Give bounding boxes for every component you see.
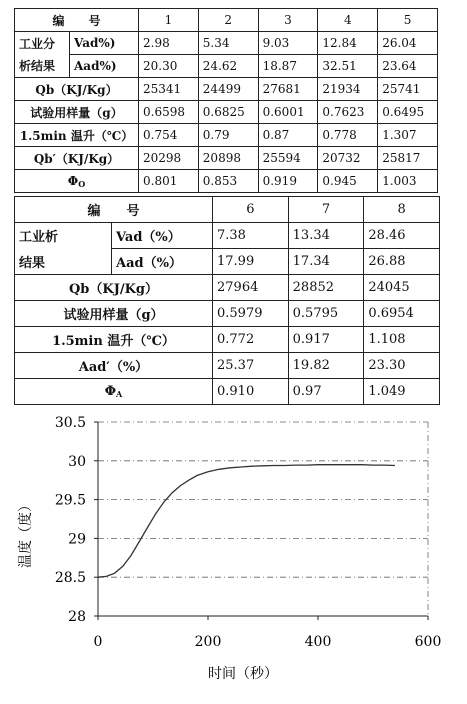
cell-value: 2.98 — [139, 32, 199, 55]
row-label — [15, 147, 139, 170]
coal-analysis-table-1 — [14, 8, 438, 193]
row-label-text: 试验用样量（g） — [30, 105, 123, 120]
column-number: 5 — [378, 9, 438, 32]
cell-value: 17.99 — [213, 249, 289, 275]
y-tick-label: 29.5 — [54, 492, 86, 509]
cell-value: 0.778 — [318, 124, 378, 147]
row-label — [15, 101, 139, 124]
cell-value: 26.88 — [364, 249, 440, 275]
row-label-text: 1.5min 温升（℃） — [19, 128, 134, 143]
header-row — [15, 9, 438, 32]
x-tick-label: 600 — [414, 634, 442, 650]
y-tick-label: 29 — [68, 531, 86, 548]
cell-value: 12.84 — [318, 32, 378, 55]
row-label — [15, 301, 213, 327]
y-tick-label: 30 — [68, 453, 86, 470]
cell-value: 0.945 — [318, 170, 378, 193]
row-label-text: Φ — [104, 384, 117, 399]
cell-value: 24499 — [198, 78, 258, 101]
table-row — [15, 249, 440, 275]
row-label — [15, 327, 213, 353]
cell-value: 18.87 — [258, 55, 318, 78]
table-row — [15, 353, 440, 379]
cell-value: 0.5979 — [213, 301, 289, 327]
cell-value: 27964 — [213, 275, 289, 301]
cell-value: 5.34 — [198, 32, 258, 55]
column-number: 1 — [139, 9, 199, 32]
table-row — [15, 327, 440, 353]
table-row — [15, 170, 438, 193]
cell-value: 25594 — [258, 147, 318, 170]
cell-value: 32.51 — [318, 55, 378, 78]
cell-value: 1.049 — [364, 379, 440, 405]
table-row — [15, 55, 438, 78]
cell-value: 0.7623 — [318, 101, 378, 124]
cell-value: 20732 — [318, 147, 378, 170]
column-number: 8 — [364, 197, 440, 223]
row-label: Vad（%） — [112, 223, 213, 249]
header-row — [15, 197, 440, 223]
cell-value: 0.6001 — [258, 101, 318, 124]
group-label: 工业分 — [15, 32, 70, 55]
cell-value: 27681 — [258, 78, 318, 101]
cell-value: 0.79 — [198, 124, 258, 147]
cell-value: 25341 — [139, 78, 199, 101]
row-label-subscript: O — [78, 178, 86, 189]
row-label-text: Qb（KJ/Kg） — [68, 282, 158, 297]
cell-value: 0.6954 — [364, 301, 440, 327]
temperature-chart — [0, 410, 467, 700]
table-row — [15, 275, 440, 301]
table-row — [15, 78, 438, 101]
cell-value: 25.37 — [213, 353, 289, 379]
row-label-text: 试验用样量（g） — [63, 308, 164, 323]
table-row — [15, 379, 440, 405]
cell-value: 0.6598 — [139, 101, 199, 124]
row-label-text: Qb′（KJ/Kg） — [33, 151, 120, 166]
cell-value: 0.801 — [139, 170, 199, 193]
table-row — [15, 223, 440, 249]
cell-value: 28852 — [288, 275, 364, 301]
row-label-text: 1.5min 温升（℃） — [52, 334, 175, 349]
row-label — [15, 379, 213, 405]
row-label-text: Φ — [67, 173, 79, 188]
cell-value: 1.003 — [378, 170, 438, 193]
row-label-text: Qb（KJ/Kg） — [35, 82, 118, 97]
table-row — [15, 124, 438, 147]
x-tick-label: 0 — [93, 634, 103, 650]
row-label — [15, 353, 213, 379]
column-number: 2 — [198, 9, 258, 32]
cell-value: 0.5795 — [288, 301, 364, 327]
cell-value: 21934 — [318, 78, 378, 101]
temperature-series-line — [98, 465, 395, 578]
cell-value: 26.04 — [378, 32, 438, 55]
cell-value: 0.754 — [139, 124, 199, 147]
table-row — [15, 32, 438, 55]
y-axis-label: 温度（度） — [18, 498, 34, 568]
header-label: 编 号 — [15, 197, 213, 223]
cell-value: 19.82 — [288, 353, 364, 379]
cell-value: 13.34 — [288, 223, 364, 249]
column-number: 7 — [288, 197, 364, 223]
table-row — [15, 101, 438, 124]
cell-value: 20898 — [198, 147, 258, 170]
column-number: 6 — [213, 197, 289, 223]
row-label: Aad%) — [70, 55, 139, 78]
x-tick-label: 200 — [194, 634, 222, 650]
group-label: 结果 — [15, 249, 112, 275]
row-label-subscript: A — [116, 389, 123, 399]
cell-value: 0.917 — [288, 327, 364, 353]
table-row — [15, 301, 440, 327]
cell-value: 0.6495 — [378, 101, 438, 124]
y-tick-label: 30.5 — [54, 415, 86, 431]
cell-value: 20298 — [139, 147, 199, 170]
coal-analysis-table-2 — [14, 196, 440, 405]
cell-value: 0.6825 — [198, 101, 258, 124]
row-label: Aad（%） — [112, 249, 213, 275]
cell-value: 25741 — [378, 78, 438, 101]
row-label-text: Aad′（%） — [78, 360, 149, 375]
column-number: 3 — [258, 9, 318, 32]
row-label — [15, 170, 139, 193]
row-label — [15, 275, 213, 301]
cell-value: 9.03 — [258, 32, 318, 55]
cell-value: 0.919 — [258, 170, 318, 193]
cell-value: 24045 — [364, 275, 440, 301]
cell-value: 23.30 — [364, 353, 440, 379]
cell-value: 0.853 — [198, 170, 258, 193]
x-tick-label: 400 — [304, 634, 332, 650]
row-label: Vad%) — [70, 32, 139, 55]
group-label: 析结果 — [15, 55, 70, 78]
cell-value: 1.307 — [378, 124, 438, 147]
cell-value: 17.34 — [288, 249, 364, 275]
cell-value: 28.46 — [364, 223, 440, 249]
table-row — [15, 147, 438, 170]
cell-value: 0.97 — [288, 379, 364, 405]
y-tick-label: 28 — [68, 609, 86, 625]
cell-value: 24.62 — [198, 55, 258, 78]
row-label — [15, 124, 139, 147]
header-label: 编 号 — [15, 9, 139, 32]
chart-svg — [0, 410, 467, 700]
cell-value: 20.30 — [139, 55, 199, 78]
cell-value: 0.87 — [258, 124, 318, 147]
cell-value: 1.108 — [364, 327, 440, 353]
cell-value: 7.38 — [213, 223, 289, 249]
cell-value: 0.772 — [213, 327, 289, 353]
row-label — [15, 78, 139, 101]
cell-value: 0.910 — [213, 379, 289, 405]
column-number: 4 — [318, 9, 378, 32]
y-tick-label: 28.5 — [54, 570, 86, 587]
cell-value: 25817 — [378, 147, 438, 170]
cell-value: 23.64 — [378, 55, 438, 78]
group-label: 工业析 — [15, 223, 112, 249]
x-axis-label: 时间（秒） — [208, 666, 278, 682]
